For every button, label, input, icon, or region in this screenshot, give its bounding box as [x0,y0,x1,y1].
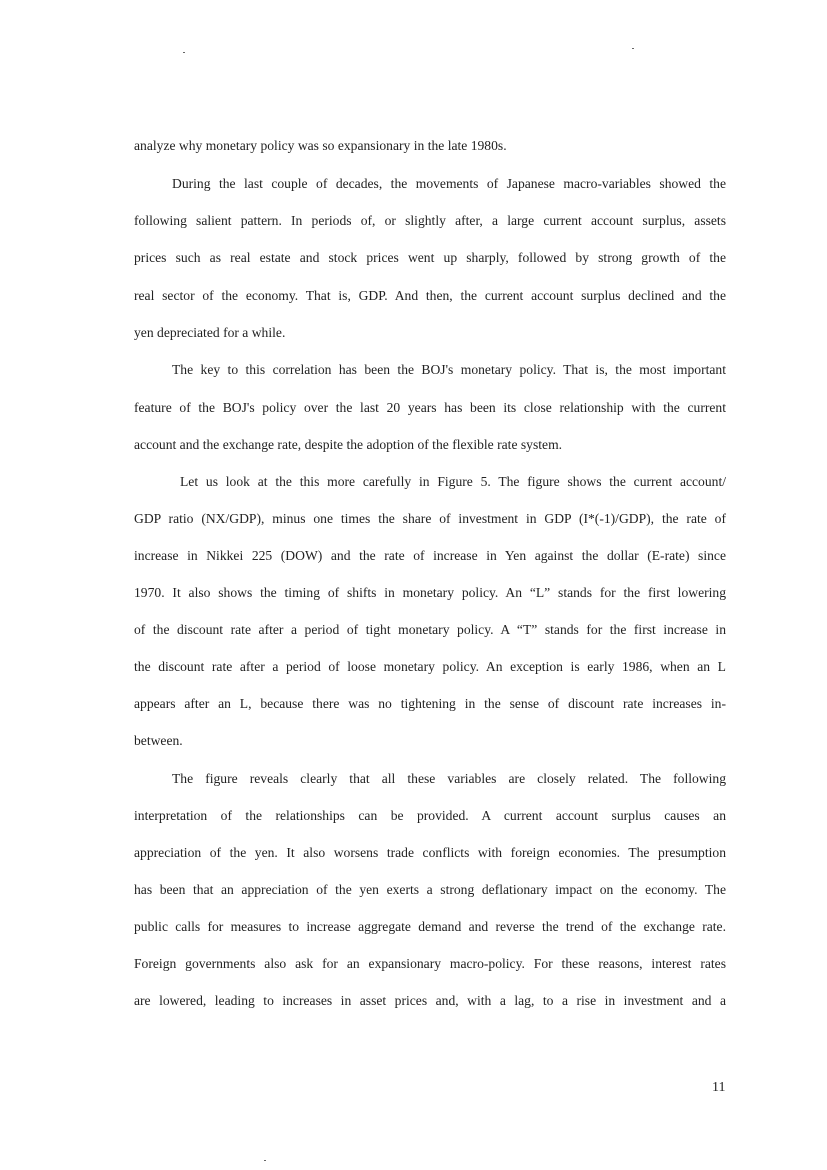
text-line: public calls for measures to increase aggregate demand and reverse the trend of the exchange rate. [134,919,726,934]
text-line: 1970. It also shows the timing of shifts in monetary policy. An “L” stands for the first lowering [134,585,726,600]
text-line: The key to this correlation has been the BOJ's monetary policy. That is, the most important [172,362,726,377]
text-line: has been that an appreciation of the yen exerts a strong deflationary impact on the economy. The [134,882,726,897]
text-line: real sector of the economy. That is, GDP. And then, the current account surplus declined and the [134,288,726,303]
text-line: between. [134,733,183,748]
text-line: following salient pattern. In periods of, or slightly after, a large current account surplus, assets [134,213,726,228]
scan-speck [183,52,185,53]
text-line: Foreign governments also ask for an expansionary macro-policy. For these reasons, interest rates [134,956,726,971]
text-line: appreciation of the yen. It also worsens trade conflicts with foreign economies. The presumption [134,845,726,860]
text-line: prices such as real estate and stock prices went up sharply, followed by strong growth of the [134,250,726,265]
text-line: are lowered, leading to increases in asset prices and, with a lag, to a rise in investment and a [134,993,726,1008]
page-number: 11 [712,1080,726,1095]
text-line: feature of the BOJ's policy over the last 20 years has been its close relationship with the current [134,400,726,415]
text-line: yen depreciated for a while. [134,325,286,340]
text-line: The figure reveals clearly that all these variables are closely related. The following [172,771,726,786]
text-line: analyze why monetary policy was so expansionary in the late 1980s. [134,138,507,153]
text-line: appears after an L, because there was no tightening in the sense of discount rate increases in- [134,696,726,711]
scan-speck [632,48,634,49]
text-line: During the last couple of decades, the movements of Japanese macro-variables showed the [172,176,726,191]
text-line: increase in Nikkei 225 (DOW) and the rate of increase in Yen against the dollar (E-rate) since [134,548,726,563]
text-line: of the discount rate after a period of tight monetary policy. A “T” stands for the first increase in [134,622,726,637]
text-line: the discount rate after a period of loose monetary policy. An exception is early 1986, when an L [134,659,726,674]
text-line: GDP ratio (NX/GDP), minus one times the share of investment in GDP (I*(-1)/GDP), the rate of [134,511,726,526]
scan-speck [264,1160,266,1161]
text-line: interpretation of the relationships can be provided. A current account surplus causes an [134,808,726,823]
text-line: account and the exchange rate, despite the adoption of the flexible rate system. [134,437,563,452]
text-line: Let us look at the this more carefully in Figure 5. The figure shows the current account/ [180,474,726,489]
